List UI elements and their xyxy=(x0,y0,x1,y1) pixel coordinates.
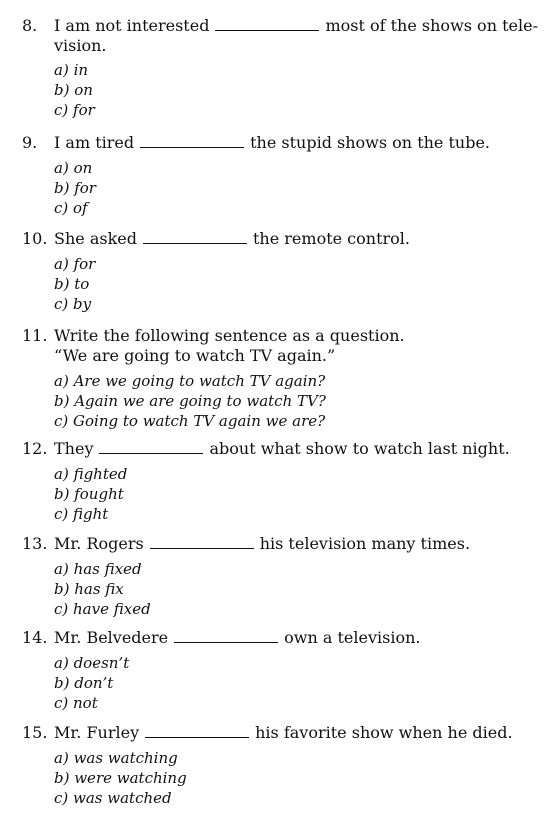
options-list xyxy=(54,559,555,619)
option-a[interactable]: a) was watching xyxy=(54,749,178,767)
answer-blank xyxy=(99,439,203,454)
option-a[interactable]: a) for xyxy=(54,255,96,273)
question-number: 14. xyxy=(22,628,48,647)
question-13 xyxy=(0,534,555,619)
stem-before: Mr. Furley xyxy=(54,723,140,742)
question-number: 15. xyxy=(22,723,48,742)
option-a[interactable]: a) Are we going to watch TV again? xyxy=(54,372,326,390)
stem-before: Mr. Rogers xyxy=(54,534,144,553)
option-c[interactable]: c) have fixed xyxy=(54,600,151,618)
question-stem-line2 xyxy=(0,36,555,56)
question-stem xyxy=(0,326,555,346)
stem-after: the remote control. xyxy=(252,229,410,248)
options-list xyxy=(54,464,555,524)
options-list xyxy=(54,653,555,713)
question-10 xyxy=(0,229,555,314)
question-stem-line2 xyxy=(0,346,555,366)
question-9 xyxy=(0,133,555,218)
stem-before: I am tired xyxy=(54,133,135,152)
stem-after: the stupid shows on the tube. xyxy=(250,133,491,152)
option-c[interactable]: c) was watched xyxy=(54,789,172,807)
question-number: 9. xyxy=(22,133,38,152)
options-list xyxy=(54,254,555,314)
stem-after: about what show to watch last night. xyxy=(209,439,510,458)
stem-text: Write the following sentence as a question. xyxy=(54,326,405,345)
stem-after: his favorite show when he died. xyxy=(255,723,513,742)
option-c[interactable]: c) fight xyxy=(54,505,109,523)
option-a[interactable]: a) on xyxy=(54,159,93,177)
question-12 xyxy=(0,439,555,524)
answer-blank xyxy=(174,628,278,643)
stem-after: his television many times. xyxy=(259,534,471,553)
question-15 xyxy=(0,723,555,808)
answer-blank xyxy=(150,534,254,549)
stem-before: She asked xyxy=(54,229,137,248)
options-list xyxy=(54,371,555,431)
question-stem xyxy=(0,723,555,743)
options-list xyxy=(54,60,555,120)
option-c[interactable]: c) by xyxy=(54,295,92,313)
option-b[interactable]: b) don’t xyxy=(54,674,114,692)
question-stem xyxy=(0,628,555,648)
question-14 xyxy=(0,628,555,713)
stem-before: Mr. Belvedere xyxy=(54,628,169,647)
option-b[interactable]: b) to xyxy=(54,275,90,293)
answer-blank xyxy=(145,723,249,738)
stem-after: most of the shows on tele- xyxy=(325,16,538,35)
stem-line2: vision. xyxy=(54,36,107,55)
stem-before: They xyxy=(54,439,94,458)
stem-after: own a television. xyxy=(284,628,421,647)
question-8 xyxy=(0,16,555,120)
question-number: 8. xyxy=(22,16,38,35)
answer-blank xyxy=(140,133,244,148)
option-c[interactable]: c) not xyxy=(54,694,98,712)
option-c[interactable]: c) for xyxy=(54,101,95,119)
option-a[interactable]: a) in xyxy=(54,61,89,79)
question-number: 12. xyxy=(22,439,48,458)
option-b[interactable]: b) Again we are going to watch TV? xyxy=(54,392,326,410)
option-b[interactable]: b) has fix xyxy=(54,580,124,598)
option-b[interactable]: b) on xyxy=(54,81,93,99)
stem-before: I am not interested xyxy=(54,16,210,35)
answer-blank xyxy=(143,229,247,244)
question-stem xyxy=(0,16,555,36)
option-b[interactable]: b) fought xyxy=(54,485,124,503)
option-a[interactable]: a) fighted xyxy=(54,465,128,483)
question-stem xyxy=(0,439,555,459)
question-number: 11. xyxy=(22,326,48,345)
question-number: 13. xyxy=(22,534,48,553)
question-11 xyxy=(0,326,555,431)
question-stem xyxy=(0,534,555,554)
question-stem xyxy=(0,133,555,153)
question-number: 10. xyxy=(22,229,48,248)
option-c[interactable]: c) Going to watch TV again we are? xyxy=(54,412,326,430)
options-list xyxy=(54,748,555,808)
option-b[interactable]: b) were watching xyxy=(54,769,187,787)
stem-line2: “We are going to watch TV again.” xyxy=(54,346,336,365)
question-stem xyxy=(0,229,555,249)
option-c[interactable]: c) of xyxy=(54,199,88,217)
option-b[interactable]: b) for xyxy=(54,179,96,197)
options-list xyxy=(54,158,555,218)
option-a[interactable]: a) has fixed xyxy=(54,560,142,578)
answer-blank xyxy=(215,16,319,31)
option-a[interactable]: a) doesn’t xyxy=(54,654,130,672)
